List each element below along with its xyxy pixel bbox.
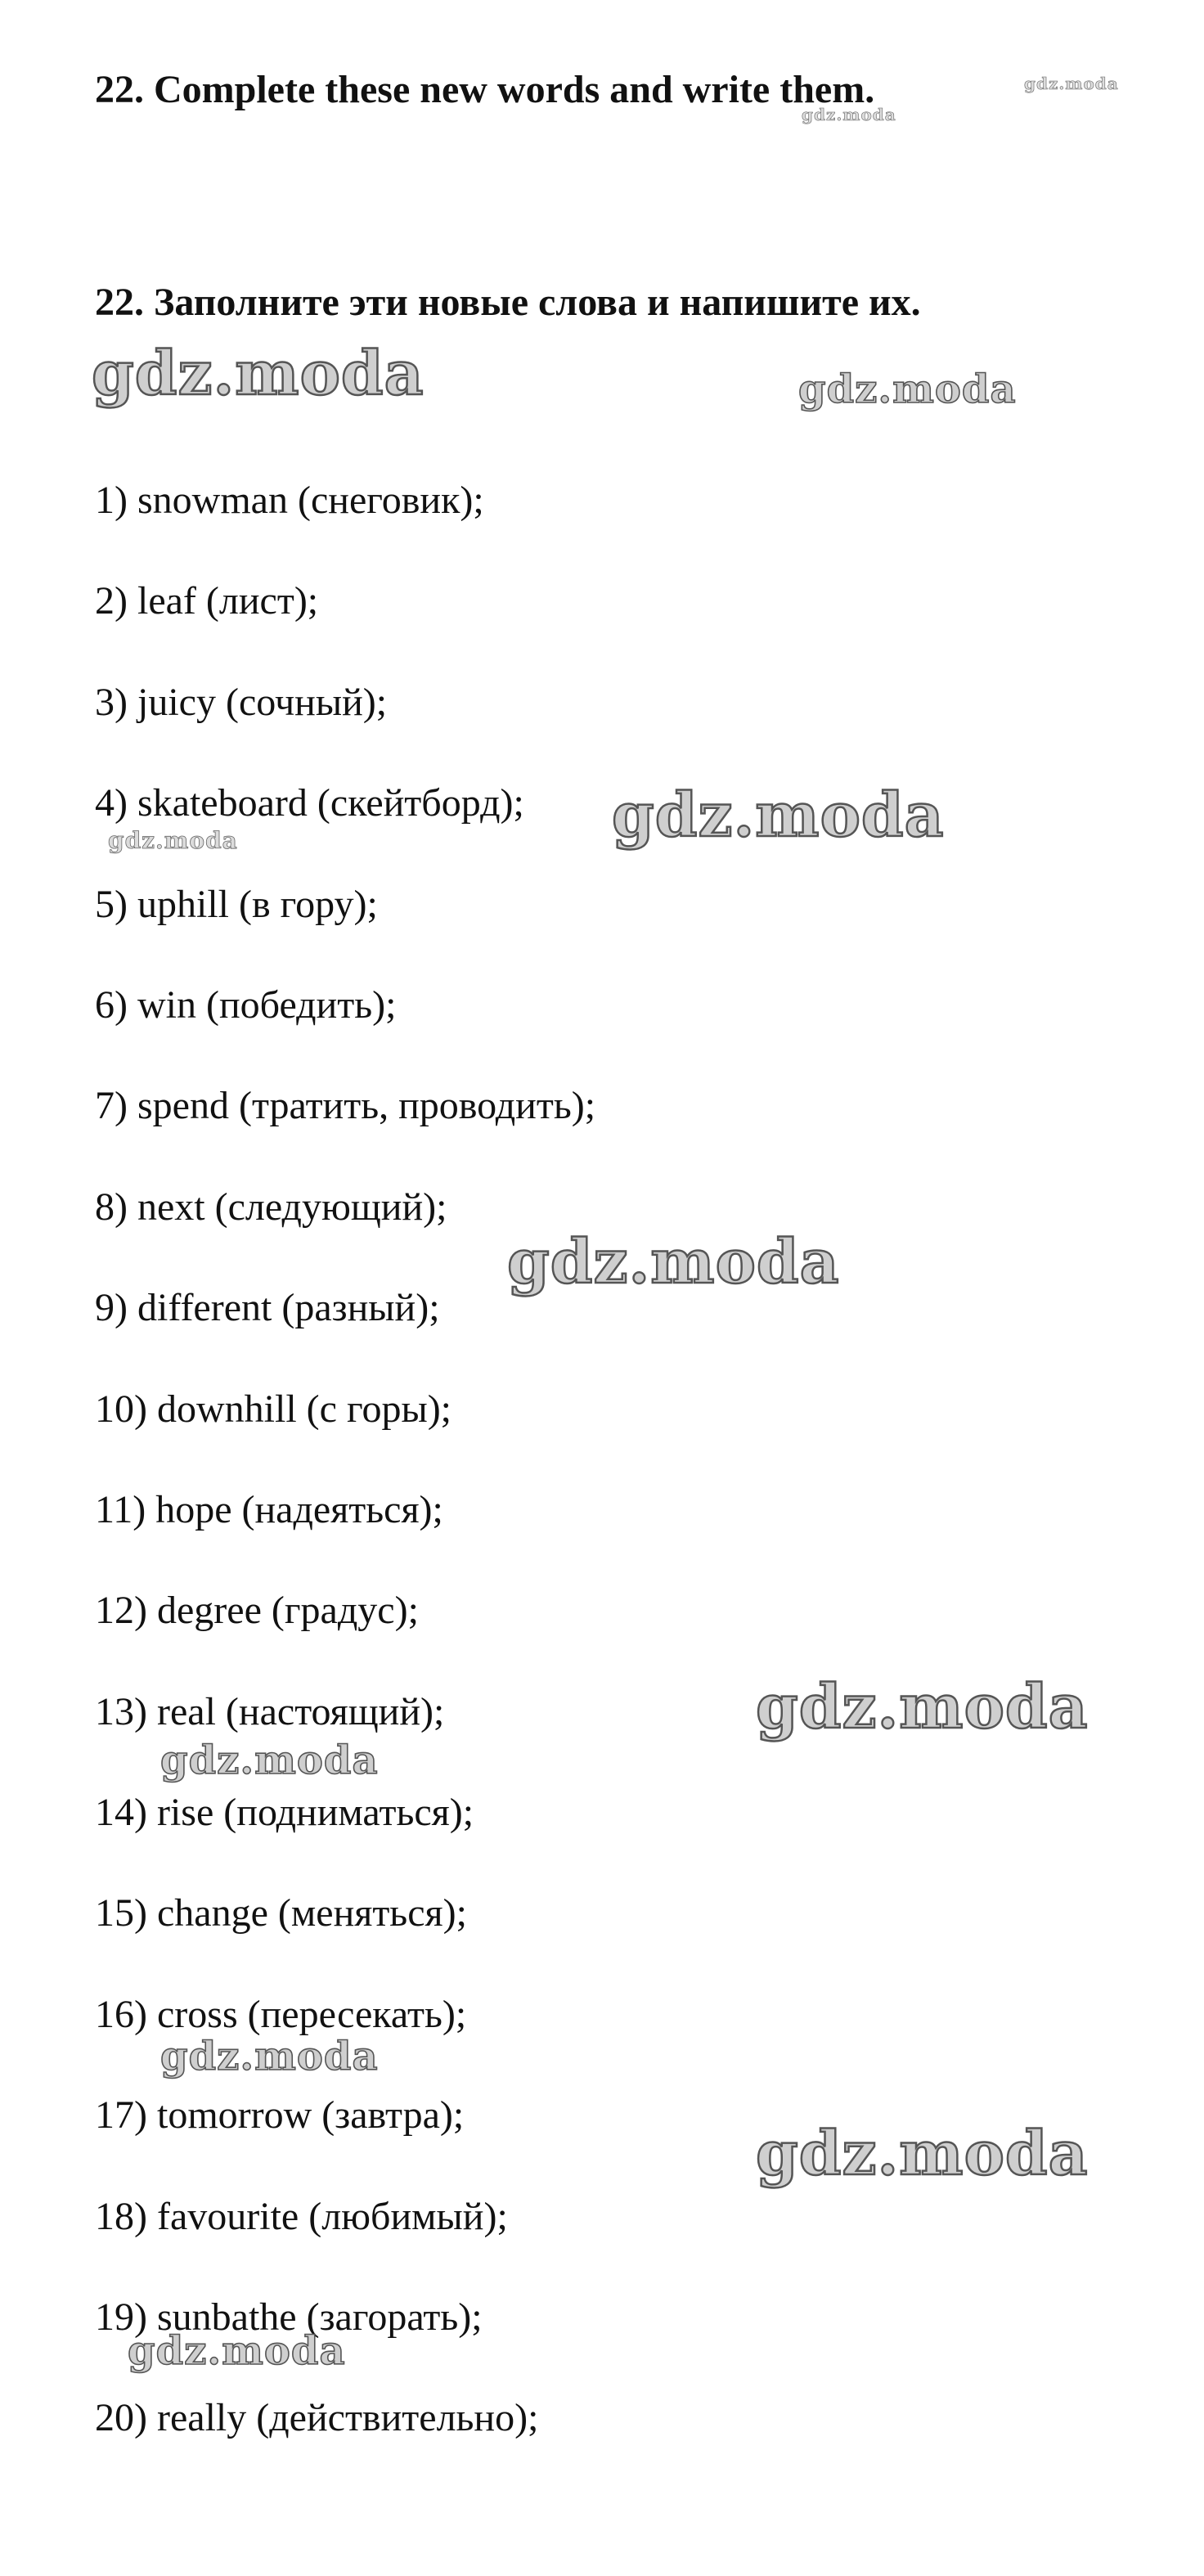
word-item: 17) tomorrow (завтра);	[95, 2093, 465, 2138]
word-item: 7) spend (тратить, проводить);	[95, 1084, 596, 1128]
word-item: 6) win (победить);	[95, 982, 397, 1027]
word-item: 9) different (разный);	[95, 1286, 440, 1330]
watermark: gdz.moda	[612, 780, 945, 851]
word-list	[95, 481, 595, 2500]
watermark: gdz.moda	[160, 2034, 379, 2079]
task-heading-russian: 22. Заполните эти новые слова и напишите их.	[95, 281, 921, 324]
word-item: 20) really (действительно);	[95, 2396, 539, 2440]
word-item: 5) uphill (в гору);	[95, 882, 378, 926]
word-item: 4) skateboard (скейтборд);	[95, 781, 524, 825]
word-item: 1) snowman (снеговик);	[95, 479, 484, 522]
word-item: 16) cross (пересекать);	[95, 1992, 467, 2036]
word-item: 15) change (меняться);	[95, 1891, 467, 1935]
word-item: 18) favourite (любимый);	[95, 2194, 508, 2238]
watermark: gdz.moda	[507, 1227, 840, 1297]
word-item: 10) downhill (с горы);	[95, 1387, 452, 1431]
word-item: 3) juicy (сочный);	[95, 680, 388, 724]
watermark: gdz.moda	[756, 1672, 1089, 1742]
watermark: gdz.moda	[128, 2328, 346, 2374]
word-item: 14) rise (подниматься);	[95, 1791, 474, 1835]
watermark: gdz.moda	[802, 105, 896, 124]
word-item: 2) leaf (лист);	[95, 579, 319, 623]
word-item: 12) degree (градус);	[95, 1589, 419, 1633]
task-heading-english: 22. Complete these new words and write them.	[95, 68, 875, 111]
watermark: gdz.moda	[92, 339, 425, 409]
watermark: gdz.moda	[1024, 74, 1119, 93]
watermark: gdz.moda	[756, 2119, 1089, 2189]
word-item: 8) next (следующий);	[95, 1185, 447, 1229]
word-item: 19) sunbathe (загорать);	[95, 2295, 483, 2340]
watermark: gdz.moda	[798, 366, 1017, 412]
word-item: 11) hope (надеяться);	[95, 1487, 443, 1531]
watermark: gdz.moda	[160, 1738, 379, 1783]
watermark: gdz.moda	[108, 827, 238, 854]
word-item: 13) real (настоящий);	[95, 1689, 445, 1733]
